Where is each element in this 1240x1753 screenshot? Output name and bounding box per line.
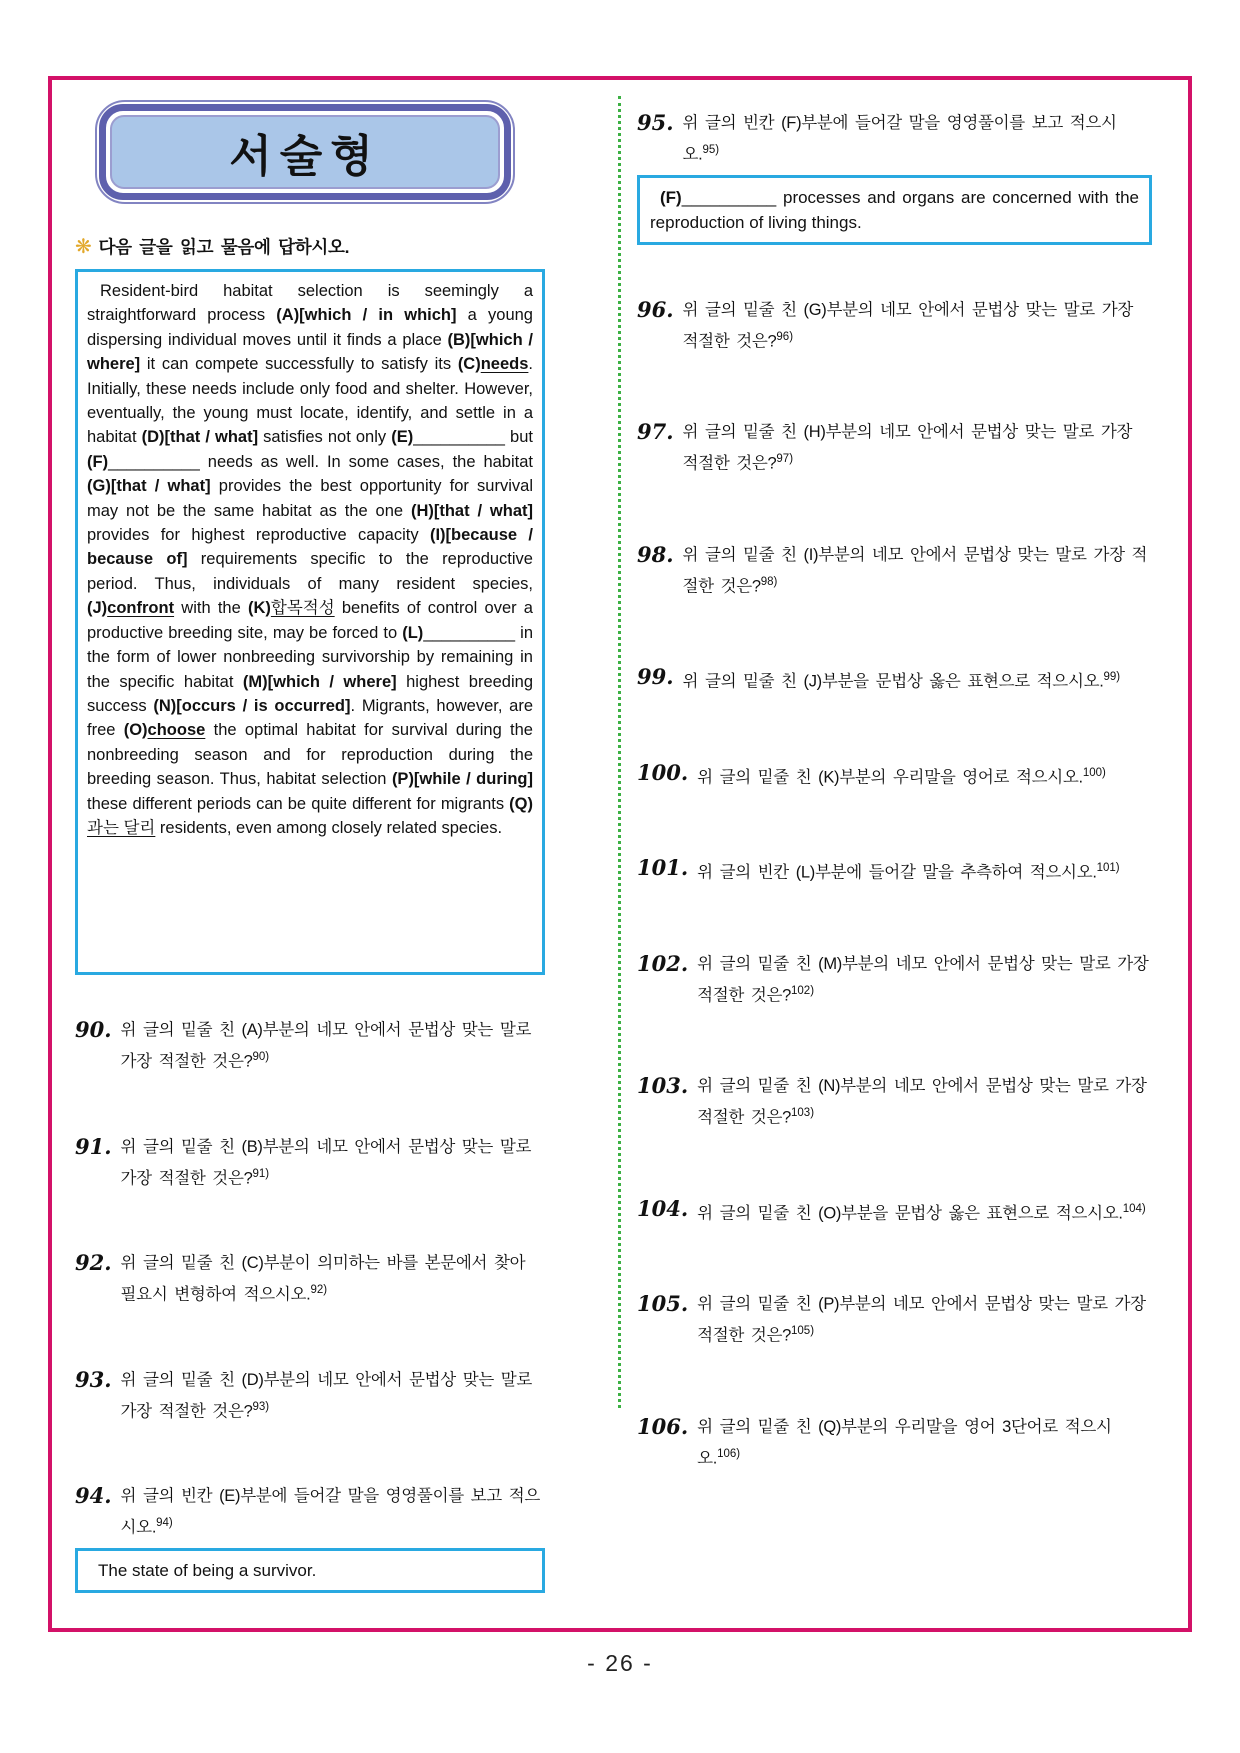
passage-segment: choose — [147, 721, 206, 740]
question-footnote-ref: 95) — [702, 144, 720, 156]
question-item — [637, 1073, 1152, 1132]
question-item — [637, 951, 1152, 1010]
question-number: 102. — [637, 950, 689, 976]
question-item — [637, 297, 1152, 356]
question-footnote-ref: 103) — [791, 1107, 815, 1119]
question-number: 100. — [637, 759, 689, 785]
question-item — [637, 855, 1152, 887]
passage-segment: in the form of lower nonbreeding survivorship by remaining in the specific habitat — [87, 623, 533, 691]
question-label: 위 글의 빈칸 (F)부분에 들어갈 말을 영영풀이를 보고 적으시오. — [682, 114, 1117, 164]
question-item — [637, 419, 1152, 478]
question-number: 103. — [637, 1073, 689, 1098]
passage-segment: (B)[which / where] — [87, 330, 533, 374]
passage-segment: (N)[occurs / is occurred] — [153, 696, 351, 715]
question-item — [637, 1196, 1152, 1228]
question-item — [75, 1250, 545, 1309]
question-number: 95. — [637, 110, 674, 135]
instruction-row — [75, 234, 545, 259]
answer-box — [75, 1548, 545, 1593]
question-text — [697, 760, 1106, 792]
passage-segment: 합목적성 — [270, 599, 335, 618]
question-number: 94. — [75, 1483, 112, 1508]
question-item — [637, 664, 1152, 696]
passage-segment: benefits of control over a productive breeding site, may be forced to — [87, 599, 533, 642]
answer-box — [637, 175, 1152, 245]
question-item — [637, 760, 1152, 792]
passage-segment: (F) — [87, 452, 109, 471]
question-text — [697, 855, 1120, 887]
passage-segment: (L) — [402, 623, 424, 642]
question-label: 위 글의 밑줄 친 (H)부분의 네모 안에서 문법상 맞는 말로 가장 적절한 것은? — [682, 423, 1133, 473]
question-text — [683, 542, 1152, 601]
question-footnote-ref: 97) — [776, 453, 794, 465]
question-item — [75, 1367, 545, 1426]
passage-segment: (G)[that / what] — [87, 477, 211, 496]
question-item — [75, 1017, 545, 1076]
question-item — [637, 1414, 1152, 1473]
passage-segment: provides the best opportunity for survival may not be the same habitat as the one — [87, 477, 533, 520]
question-footnote-ref: 96) — [776, 330, 794, 343]
question-number: 99. — [637, 664, 674, 689]
question-text — [683, 110, 1152, 169]
question-label: 위 글의 밑줄 친 (A)부분의 네모 안에서 문법상 맞는 말로 가장 적절한 것은? — [120, 1021, 532, 1071]
flower-icon: ❋ — [75, 236, 92, 258]
question-number: 101. — [637, 855, 689, 880]
instruction-text: 다음 글을 읽고 물음에 답하시오. — [98, 237, 350, 257]
question-number: 96. — [637, 296, 674, 322]
worksheet-frame — [48, 76, 1192, 1632]
question-item — [637, 1291, 1152, 1350]
answer-segment: The state of being a survivor. — [98, 1560, 317, 1580]
question-footnote-ref: 106) — [717, 1447, 741, 1460]
question-footnote-ref: 94) — [156, 1517, 173, 1529]
passage-segment: (M)[which / where] — [242, 672, 397, 691]
question-number: 98. — [637, 541, 674, 567]
passage-segment: requirements specific to the reproductive period. Thus, individuals of many resident species, — [87, 550, 533, 593]
title-badge-label: 서술형 — [110, 115, 500, 189]
question-footnote-ref: 98) — [760, 575, 778, 588]
question-number: 93. — [75, 1366, 112, 1392]
passage-segment: (P)[while / during] — [391, 770, 533, 789]
question-label: 위 글의 밑줄 친 (J)부분을 문법상 옳은 표현으로 적으시오. — [682, 672, 1104, 691]
question-text — [121, 1483, 545, 1542]
passage-segment: a young dispersing individual moves until it finds a place — [87, 306, 533, 349]
passage-segment: (J) — [87, 599, 108, 618]
column-divider — [618, 96, 621, 1408]
passage-segment: (Q) — [509, 794, 533, 813]
passage-segment: residents, even among closely related species. — [155, 818, 503, 837]
question-label: 위 글의 밑줄 친 (B)부분의 네모 안에서 문법상 맞는 말로 가장 적절한 것은? — [120, 1137, 532, 1187]
questions-right — [637, 80, 1152, 1628]
question-text — [697, 951, 1152, 1010]
title-badge-ring — [99, 104, 511, 200]
passage-box — [75, 269, 545, 975]
question-label: 위 글의 밑줄 친 (P)부분의 네모 안에서 문법상 맞는 말로 가장 적절한 것은? — [697, 1295, 1146, 1345]
question-label: 위 글의 밑줄 친 (N)부분의 네모 안에서 문법상 맞는 말로 가장 적절한 것은? — [697, 1077, 1147, 1127]
passage-segment: needs — [480, 355, 529, 374]
passage-segment: (E) — [391, 428, 414, 447]
question-item — [75, 1483, 545, 1542]
passage-segment: __________ — [413, 428, 505, 447]
passage-segment: confront — [107, 599, 175, 618]
passage-segment: these different periods can be quite different for migrants — [87, 794, 510, 813]
question-number: 105. — [637, 1291, 689, 1316]
passage-segment: (O) — [123, 721, 148, 740]
title-badge — [95, 100, 515, 204]
passage-segment: Resident-bird habitat selection is seemingly a straightforward process — [87, 282, 533, 325]
question-number: 90. — [75, 1017, 112, 1042]
question-label: 위 글의 밑줄 친 (D)부분의 네모 안에서 문법상 맞는 말로 가장 적절한 것은? — [120, 1370, 533, 1420]
question-footnote-ref: 93) — [252, 1400, 270, 1413]
question-label: 위 글의 밑줄 친 (K)부분의 우리말을 영어로 적으시오. — [697, 768, 1083, 786]
question-label: 위 글의 빈칸 (L)부분에 들어갈 말을 추측하여 적으시오. — [697, 863, 1097, 882]
passage-segment: satisfies not only — [258, 428, 392, 447]
question-text — [121, 1134, 545, 1193]
question-item — [637, 542, 1152, 601]
question-number: 106. — [637, 1413, 689, 1439]
question-number: 92. — [75, 1250, 112, 1275]
question-label: 위 글의 밑줄 친 (G)부분의 네모 안에서 문법상 맞는 말로 가장 적절한 것은? — [682, 300, 1134, 350]
left-column — [75, 80, 545, 1628]
question-footnote-ref: 102) — [791, 984, 815, 997]
passage-segment: needs as well. In some cases, the habitat — [199, 452, 533, 471]
passage-segment: (I)[because / because of] — [87, 526, 534, 569]
question-footnote-ref: 91) — [252, 1167, 270, 1180]
question-footnote-ref: 99) — [1103, 671, 1121, 683]
question-footnote-ref: 90) — [252, 1051, 270, 1063]
question-footnote-ref: 101) — [1096, 862, 1120, 874]
passage-segment: the optimal habitat for survival during the nonbreeding season and for reproduction during the breeding season. Thus, habitat selection — [87, 721, 533, 789]
question-label: 위 글의 밑줄 친 (C)부분이 의미하는 바를 본문에서 찾아 필요시 변형하여 적으시오. — [120, 1254, 526, 1304]
question-text — [697, 1196, 1146, 1228]
passage-text — [87, 282, 533, 837]
answer-segment: __________ — [681, 187, 777, 207]
passage-segment: with the — [174, 599, 248, 618]
passage-segment: __________ — [108, 452, 200, 471]
passage-segment: (D)[that / what] — [141, 428, 259, 447]
question-text — [683, 664, 1121, 696]
passage-segment: . Initially, these needs include only food and shelter. However, eventually, the young must locate, identify, and settle in a habitat — [87, 355, 533, 447]
passage-segment: (K) — [247, 599, 271, 618]
two-column-layout — [52, 80, 1188, 1628]
question-number: 91. — [75, 1133, 112, 1159]
passage-segment: (A)[which / in which] — [276, 306, 457, 325]
question-text — [121, 1017, 545, 1076]
passage-segment: highest breeding success — [87, 672, 533, 715]
question-label: 위 글의 밑줄 친 (O)부분을 문법상 옳은 표현으로 적으시오. — [697, 1204, 1123, 1222]
question-label: 위 글의 빈칸 (E)부분에 들어갈 말을 영영풀이를 보고 적으시오. — [120, 1487, 540, 1537]
question-footnote-ref: 92) — [310, 1284, 328, 1296]
passage-segment: (C) — [457, 355, 481, 374]
page-number: - 26 - — [587, 1650, 653, 1676]
question-text — [697, 1291, 1152, 1350]
question-number: 104. — [637, 1195, 689, 1221]
passage-segment: provides for highest reproductive capacity — [87, 526, 430, 545]
question-text — [683, 419, 1152, 478]
question-footnote-ref: 104) — [1122, 1202, 1146, 1215]
question-item — [637, 110, 1152, 169]
question-label: 위 글의 밑줄 친 (Q)부분의 우리말을 영어 3단어로 적으시오. — [697, 1417, 1112, 1467]
questions-left — [75, 1017, 545, 1593]
passage-segment: . Migrants, however, are free — [87, 696, 534, 740]
question-text — [121, 1367, 545, 1426]
question-footnote-ref: 105) — [791, 1325, 815, 1337]
answer-segment: processes and organs are concerned with the reproduction of living things. — [650, 187, 1139, 232]
question-item — [75, 1134, 545, 1193]
answer-segment: (F) — [660, 187, 682, 207]
question-number: 97. — [637, 419, 674, 444]
question-text — [697, 1073, 1152, 1132]
passage-segment: (H)[that / what] — [410, 501, 533, 520]
passage-segment: 과는 달리 — [87, 818, 156, 837]
question-label: 위 글의 밑줄 친 (I)부분의 네모 안에서 문법상 맞는 말로 가장 적절한 것은? — [682, 545, 1148, 595]
passage-segment: but — [504, 428, 533, 447]
question-text — [121, 1250, 545, 1309]
question-text — [697, 1414, 1152, 1473]
question-label: 위 글의 밑줄 친 (M)부분의 네모 안에서 문법상 맞는 말로 가장 적절한 것은? — [697, 954, 1149, 1004]
passage-segment: __________ — [423, 623, 516, 642]
question-text — [683, 297, 1152, 356]
passage-segment: it can compete successfully to satisfy its — [140, 355, 458, 374]
question-footnote-ref: 100) — [1082, 766, 1106, 779]
